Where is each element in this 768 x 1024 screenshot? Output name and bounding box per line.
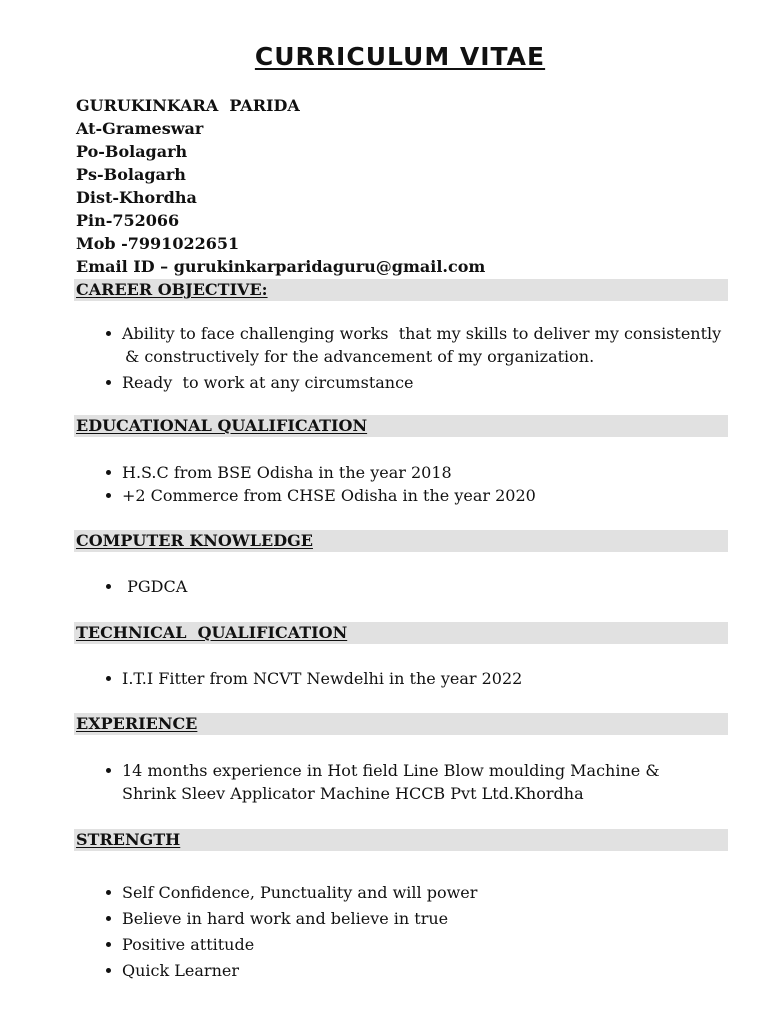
bullet-icon [106,584,111,589]
list-item: Ability to face challenging works that my skills to deliver my consistently & constructively for the advancement of my organization. [104,322,724,368]
list-item: H.S.C from BSE Odisha in the year 2018 [104,461,724,484]
bullet-icon [106,470,111,475]
section-heading: CAREER OBJECTIVE: [76,280,268,299]
bullet-icon [106,968,111,973]
list-item: Self Confidence, Punctuality and will power [104,881,724,904]
bullet-icon [106,676,111,681]
list-item: Positive attitude [104,933,724,956]
bullet-icon [106,380,111,385]
technical-qualification-list [104,667,724,693]
section-heading: COMPUTER KNOWLEDGE [76,531,313,550]
section-computer-knowledge [74,530,728,552]
strength-list [104,881,724,985]
bullet-icon [106,916,111,921]
experience-list [104,759,724,808]
section-heading: TECHNICAL QUALIFICATION [76,623,348,642]
page-title: CURRICULUM VITAE [254,42,546,71]
section-experience [74,713,728,735]
computer-knowledge-list [104,575,724,601]
section-educational-qualification [74,415,728,437]
contact-block [76,94,485,278]
email-address: Email ID – gurukinkarparidaguru@gmail.com [76,257,486,276]
list-item: Ready to work at any circumstance [104,371,724,394]
list-item: Quick Learner [104,959,724,982]
bullet-icon [106,493,111,498]
bullet-icon [106,890,111,895]
list-item: I.T.I Fitter from NCVT Newdelhi in the year 2022 [104,667,724,690]
address-at: At-Grameswar [76,119,204,138]
bullet-icon [106,331,111,336]
bullet-icon [106,942,111,947]
address-dist: Dist-Khordha [76,188,197,207]
section-heading: STRENGTH [76,830,181,849]
list-item: +2 Commerce from CHSE Odisha in the year 2020 [104,484,724,507]
list-item: 14 months experience in Hot field Line Blow moulding Machine & Shrink Sleev Applicator Machine HCCB Pvt Ltd.Khordha [104,759,724,805]
list-item: Believe in hard work and believe in true [104,907,724,930]
mobile-number: Mob -7991022651 [76,234,240,253]
education-list [104,461,724,510]
section-career-objective [74,279,728,301]
section-strength [74,829,728,851]
section-technical-qualification [74,622,728,644]
section-heading: EDUCATIONAL QUALIFICATION [76,416,368,435]
address-ps: Ps-Bolagarh [76,165,186,184]
career-objective-list [104,322,724,397]
bullet-icon [106,768,111,773]
section-heading: EXPERIENCE [76,714,198,733]
address-po: Po-Bolagarh [76,142,188,161]
address-pin: Pin-752066 [76,211,180,230]
list-item: PGDCA [104,575,724,598]
candidate-name: GURUKINKARA PARIDA [76,96,300,115]
